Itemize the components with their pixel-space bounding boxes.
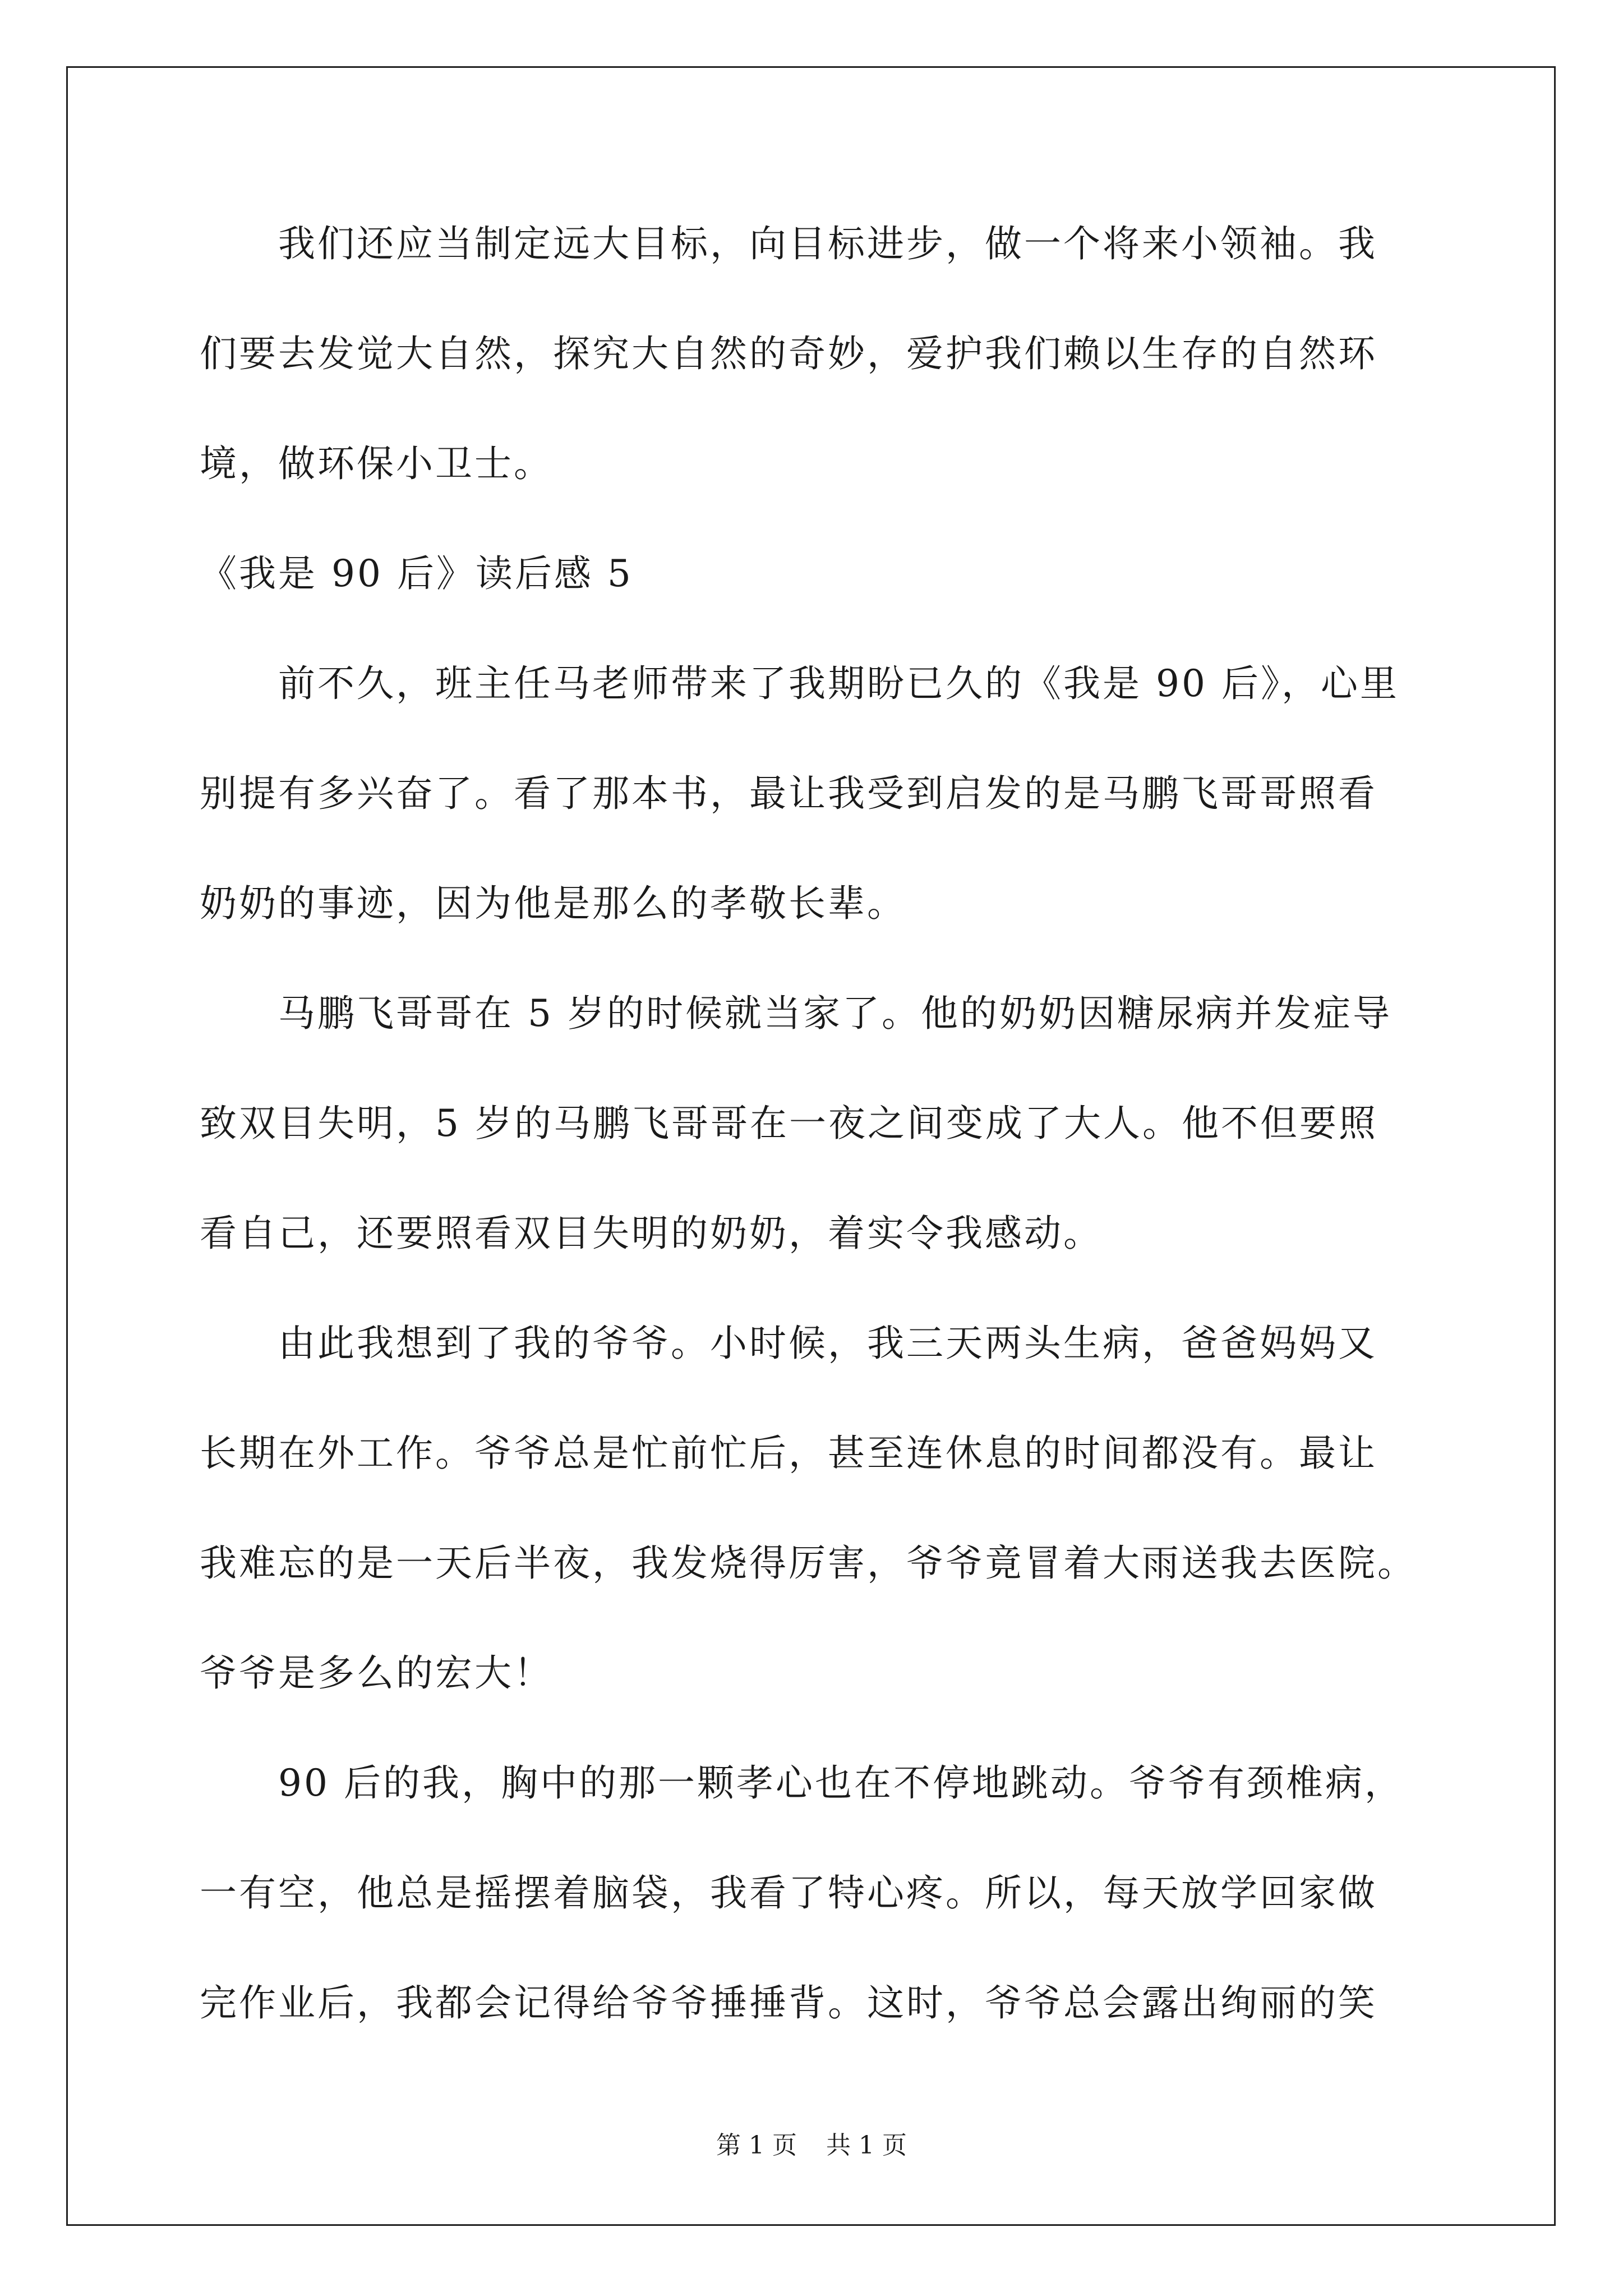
text-line: 一有空，他总是摇摆着脑袋，我看了特心疼。所以，每天放学回家做 bbox=[200, 1871, 1377, 1915]
page-number: 第 1 页 bbox=[716, 2131, 797, 2160]
text-line: 们要去发觉大自然，探究大自然的奇妙，爱护我们赖以生存的自然环 bbox=[200, 332, 1377, 375]
page-total: 共 1 页 bbox=[826, 2131, 907, 2160]
text-line: 完作业后，我都会记得给爷爷捶捶背。这时，爷爷总会露出绚丽的笑 bbox=[200, 1981, 1377, 2024]
text-line: 长期在外工作。爷爷总是忙前忙后，甚至连休息的时间都没有。最让 bbox=[200, 1432, 1377, 1475]
page-footer bbox=[0, 2129, 1623, 2162]
text-line: 由此我想到了我的爷爷。小时候，我三天两头生病，爸爸妈妈又 bbox=[200, 1322, 1377, 1365]
text-line: 前不久，班主任马老师带来了我期盼已久的《我是 90 后》，心里 bbox=[200, 662, 1399, 705]
text-line: 境，做环保小卫士。 bbox=[200, 442, 553, 485]
text-line: 爷爷是多么的宏大！ bbox=[200, 1651, 553, 1695]
text-line: 致双目失明，5 岁的马鹏飞哥哥在一夜之间变成了大人。他不但要照 bbox=[200, 1102, 1378, 1145]
text-line: 90 后的我，胸中的那一颗孝心也在不停地跳动。爷爷有颈椎病， bbox=[200, 1761, 1404, 1805]
text-line: 奶奶的事迹，因为他是那么的孝敬长辈。 bbox=[200, 882, 906, 925]
text-line: 马鹏飞哥哥在 5 岁的时候就当家了。他的奶奶因糖尿病并发症导 bbox=[200, 992, 1392, 1035]
text-line: 别提有多兴奋了。看了那本书，最让我受到启发的是马鹏飞哥哥照看 bbox=[200, 772, 1377, 815]
text-line: 我难忘的是一天后半夜，我发烧得厉害，爷爷竟冒着大雨送我去医院。 bbox=[200, 1542, 1417, 1585]
text-line: 我们还应当制定远大目标，向目标进步，做一个将来小领袖。我 bbox=[200, 222, 1377, 265]
text-line: 看自己，还要照看双目失明的奶奶，着实令我感动。 bbox=[200, 1212, 1103, 1255]
section-heading: 《我是 90 后》读后感 5 bbox=[200, 552, 633, 595]
